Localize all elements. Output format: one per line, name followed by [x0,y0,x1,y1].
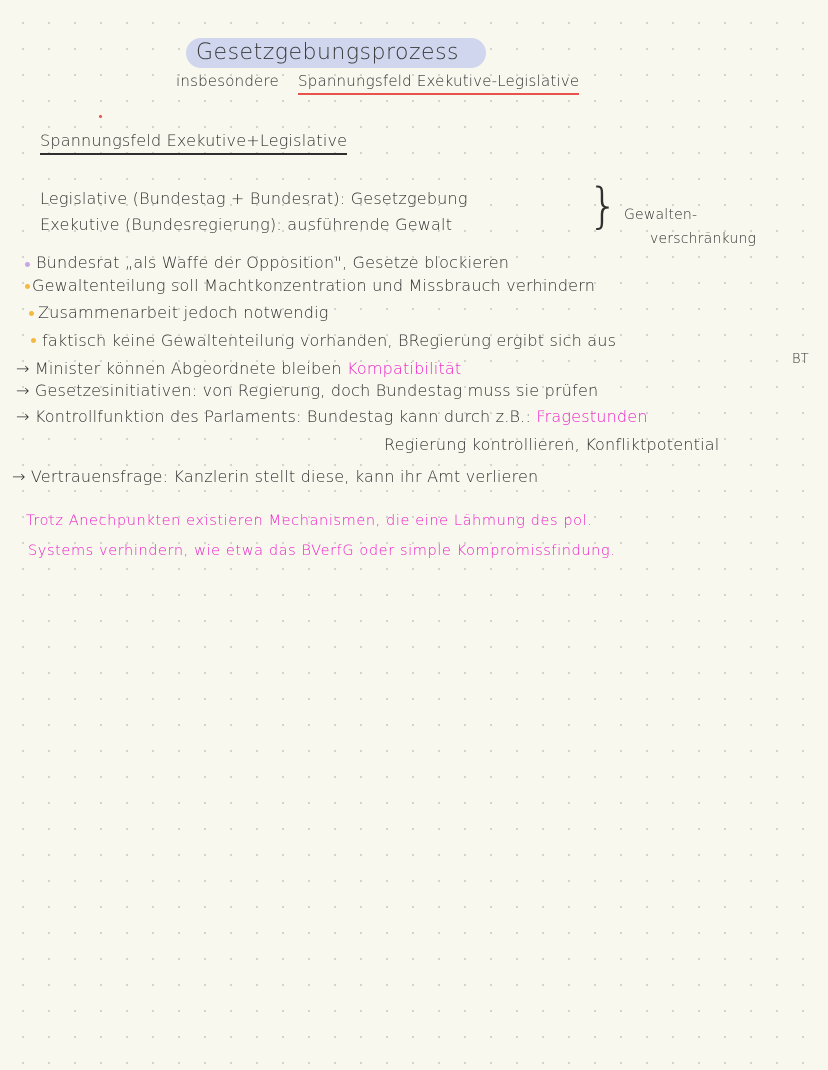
bullet-item: faktisch keine Gewaltenteilung vorhanden, BRegierung ergibt sich aus [42,331,617,350]
side-note-gewalten: Gewalten- [624,207,698,223]
bullet-dot-icon [25,284,30,289]
arrow-item-gesetze: → Gesetzesinitiativen: von Regierung, doch Bundestag muss sie prüfen [16,381,599,400]
subtitle-underlined: Spannungsfeld Exekutive-Legislative [298,70,579,95]
section-heading: Spannungsfeld Exekutive+Legislative [40,130,347,155]
bullet-item: Zusammenarbeit jedoch notwendig [38,303,329,322]
highlight-term: Fragestunden [536,407,648,426]
arrow-item-kontrolle [16,406,648,428]
arrow-item-vertrauen: → Vertrauensfrage: Kanzlerin stellt diese, kann ihr Amt verlieren [12,467,539,486]
bullet-dot-icon [29,311,34,316]
side-note-verschraenkung: verschränkung [650,231,757,247]
curly-brace-icon: } [588,178,619,234]
conclusion-line-1: Trotz Anechpunkten existieren Mechanismen, die eine Lähmung des pol. [26,513,593,529]
arrow-item-text: → Kontrollfunktion des Parlaments: Bundestag kann durch z.B.: [16,407,532,426]
bullet-tail-bt: BT [792,352,809,367]
bullet-dot-icon [31,338,36,343]
arrow-item-continuation: Regierung kontrollieren, Konfliktpotential [384,435,720,454]
highlight-term: Kompatibilität [347,359,462,378]
arrow-item-text: → Minister können Abgeordnete bleiben [16,359,342,378]
red-ink-dot [99,115,102,118]
page-title: Gesetzgebungsprozess [196,40,459,65]
conclusion-line-2: Systems verhindern, wie etwa das BVerfG oder simple Kompromissfindung. [28,543,616,559]
definition-exekutive: Exekutive (Bundesregierung): ausführende Gewalt [40,215,453,234]
bullet-item: Bundesrat „als Waffe der Opposition", Gesetze blockieren [36,253,510,272]
bullet-dot-icon [25,262,30,267]
definition-legislative: Legislative (Bundestag + Bundesrat): Gesetzgebung [40,189,468,208]
arrow-item-minister [16,358,461,380]
bullet-item: Gewaltenteilung soll Machtkonzentration und Missbrauch verhindern [32,276,596,295]
subtitle-prefix: insbesondere [176,72,279,90]
